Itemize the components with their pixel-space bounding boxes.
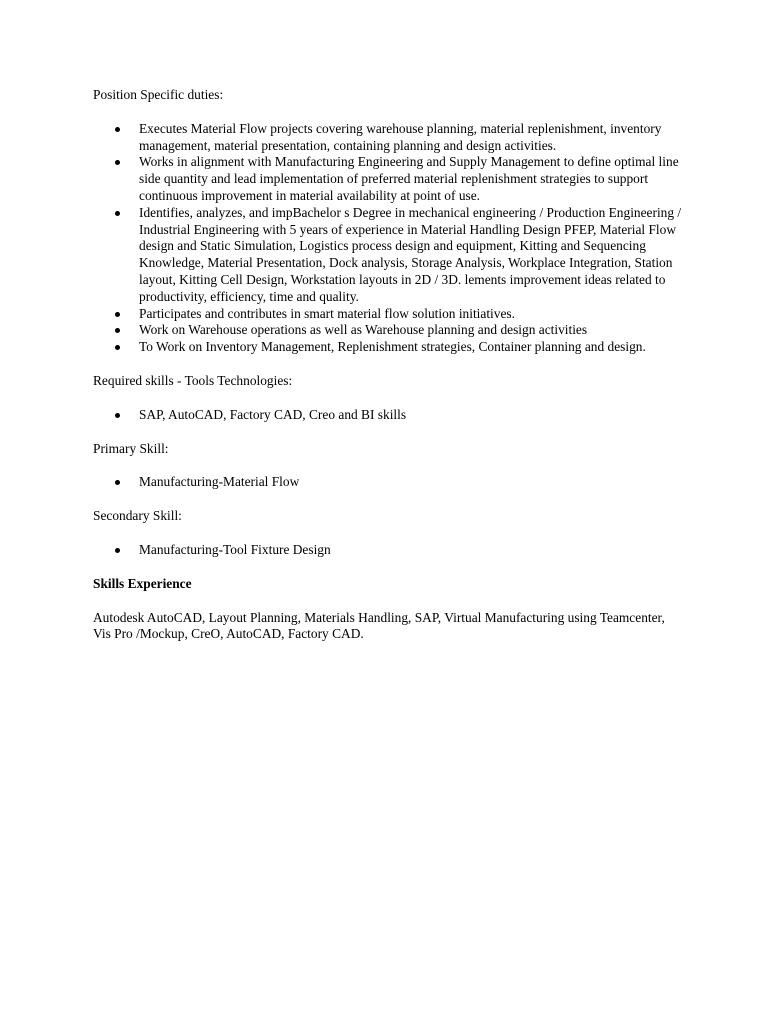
list-item-text: Works in alignment with Manufacturing Engineering and Supply Management to define optimal line side quantity and lead implementation of preferred material replenishment strategies to support continuous improvement in material availability at point of use. bbox=[139, 154, 679, 203]
list-item bbox=[93, 339, 683, 356]
primary-skill-list bbox=[93, 474, 683, 491]
spacer bbox=[93, 593, 683, 610]
list-item-text: Work on Warehouse operations as well as Warehouse planning and design activities bbox=[139, 322, 588, 338]
spacer bbox=[93, 356, 683, 373]
list-item-text: Manufacturing-Material Flow bbox=[139, 474, 300, 490]
spacer bbox=[93, 424, 683, 441]
list-item bbox=[93, 306, 683, 323]
list-item-text: Identifies, analyzes, and impBachelor s Degree in mechanical engineering / Production Engineering / Industrial Engineering with 5 years of experience in Material Handling Design PFEP, Material Flow design and Static Simulation, Logistics process design and equipment, Kitting and Sequencing Knowledge, Material Presentation, Dock analysis, Storage Analysis, Workplace Integration, Station layout, Kitting Cell Design, Workstation layouts in 2D / 3D. lements improvement ideas related to productivity, efficiency, time and quality. bbox=[139, 204, 682, 304]
primary-skill-heading: Primary Skill: bbox=[93, 440, 169, 456]
bullet-icon bbox=[115, 413, 120, 418]
secondary-skill-heading: Secondary Skill: bbox=[93, 508, 182, 524]
list-item bbox=[93, 407, 683, 424]
position-duties-list bbox=[93, 121, 683, 356]
spacer bbox=[93, 491, 683, 508]
list-item bbox=[93, 474, 683, 491]
bullet-icon bbox=[115, 312, 120, 317]
list-item bbox=[93, 154, 683, 204]
list-item-text: Participates and contributes in smart material flow solution initiatives. bbox=[139, 305, 515, 321]
required-skills-list bbox=[93, 407, 683, 424]
document-page bbox=[93, 87, 683, 643]
spacer bbox=[93, 457, 683, 474]
bullet-icon bbox=[115, 328, 120, 333]
bullet-icon bbox=[115, 345, 120, 350]
list-item-text: Manufacturing-Tool Fixture Design bbox=[139, 541, 331, 557]
secondary-skill-list bbox=[93, 542, 683, 559]
list-item-text: Executes Material Flow projects covering warehouse planning, material replenishment, inventory management, material presentation, containing planning and design activities. bbox=[139, 120, 662, 153]
list-item bbox=[93, 542, 683, 559]
spacer bbox=[93, 525, 683, 542]
bullet-icon bbox=[115, 160, 120, 165]
list-item bbox=[93, 205, 683, 306]
spacer bbox=[93, 390, 683, 407]
spacer bbox=[93, 104, 683, 121]
bullet-icon bbox=[115, 548, 120, 553]
spacer bbox=[93, 559, 683, 576]
skills-experience-body: Autodesk AutoCAD, Layout Planning, Materials Handling, SAP, Virtual Manufacturing using Teamcenter, Vis Pro /Mockup, CreO, AutoCAD, Factory CAD. bbox=[93, 609, 665, 642]
list-item-text: To Work on Inventory Management, Replenishment strategies, Container planning and design. bbox=[139, 339, 646, 355]
bullet-icon bbox=[115, 211, 120, 216]
position-duties-heading: Position Specific duties: bbox=[93, 87, 224, 102]
skills-experience-heading: Skills Experience bbox=[93, 575, 192, 591]
required-skills-heading: Required skills - Tools Technologies: bbox=[93, 372, 293, 388]
list-item bbox=[93, 121, 683, 155]
list-item bbox=[93, 322, 683, 339]
bullet-icon bbox=[115, 480, 120, 485]
bullet-icon bbox=[115, 127, 120, 132]
list-item-text: SAP, AutoCAD, Factory CAD, Creo and BI skills bbox=[139, 406, 407, 422]
